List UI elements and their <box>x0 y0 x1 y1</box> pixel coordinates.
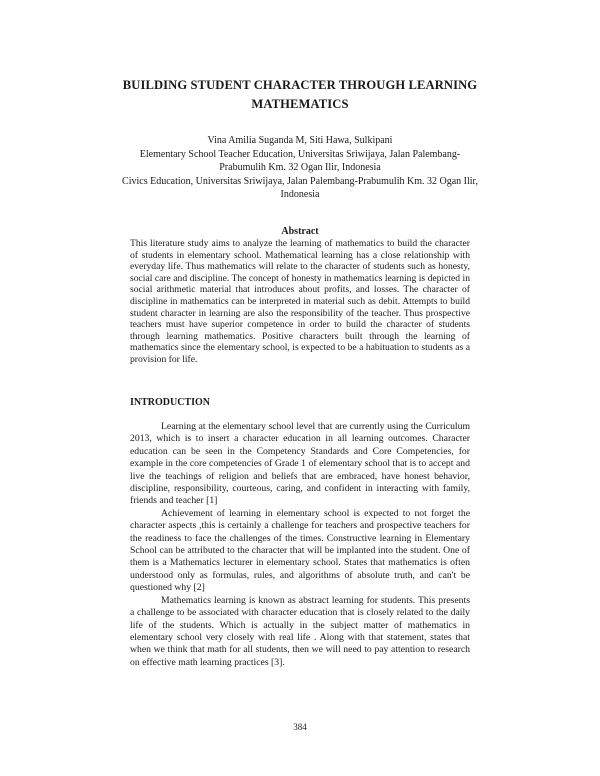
paper-title <box>110 76 490 114</box>
abstract-text: This literature study aims to analyze the learning of mathematics to build the character of students in elementary school. Mathematical learning has a close relationship with everyday life. Thus mathematics will relate to the character of students such as honesty, social care and discipline. The concept of honesty in mathematics learning is depicted in social arithmetic material that introduces about profits, and losses. The character of discipline in mathematics can be interpreted in material such as debit. Attempts to build student character in learning are also the responsibility of the teacher. Thus prospective teachers must have superior competence in order to build the character of students through learning mathematics. Positive characters built through the learning of mathematics since the elementary school, is expected to be a habituation to students as a provision for life. <box>130 238 470 365</box>
title-line-1: BUILDING STUDENT CHARACTER THROUGH LEARNING <box>122 78 478 92</box>
title-line-2: MATHEMATICS <box>251 97 349 111</box>
page-number: 384 <box>293 722 307 732</box>
paragraph: Learning at the elementary school level that are currently using the Curriculum 2013, which is to insert a character education in all learning outcomes. Character education can be seen in the Competency Standards and Core Competencies, for example in the core competencies of Grade 1 of elementary school that is to accept and live the teachings of religion and beliefs that are embraced, have honest behavior, discipline, responsibility, courteous, caring, and confident in interacting with family, friends and teacher [1] <box>130 421 470 507</box>
introduction-heading: INTRODUCTION <box>130 397 211 408</box>
paragraph: Achievement of learning in elementary school is expected to not forget the character aspects ,this is certainly a challenge for teachers and prospective teachers for the readiness to face the challenges of the times. Constructive learning in Elementary School can be attributed to the character that will be implanted into the student. One of them is a Mathematics lecturer in elementary school. States that mathematics is often understood only as formulas, rules, and algorithms of absolute truth, and can't be questioned why [2] <box>130 507 470 594</box>
abstract-heading: Abstract <box>281 226 319 237</box>
affiliation-2: Civics Education, Universitas Sriwijaya, Jalan Palembang-Prabumulih Km. 32 Ogan Ilir, Indonesia <box>122 175 478 201</box>
author-block <box>118 134 482 202</box>
affiliation-1: Elementary School Teacher Education, Universitas Sriwijaya, Jalan Palembang-Prabumulih Km. 32 Ogan Ilir, Indonesia <box>139 148 461 174</box>
author-names: Vina Amilia Suganda M, Siti Hawa, Sulkipani <box>207 135 393 146</box>
paragraph: Mathematics learning is known as abstract learning for students. This presents a challenge to be associated with character education that is closely related to the daily life of the students. Which is actually in the subject matter of mathematics in elementary school very closely with real life . Along with that statement, states that when we think that math for all students, then we will need to pay attention to research on effective math learning practices [3]. <box>130 594 470 668</box>
introduction-body <box>130 421 470 669</box>
